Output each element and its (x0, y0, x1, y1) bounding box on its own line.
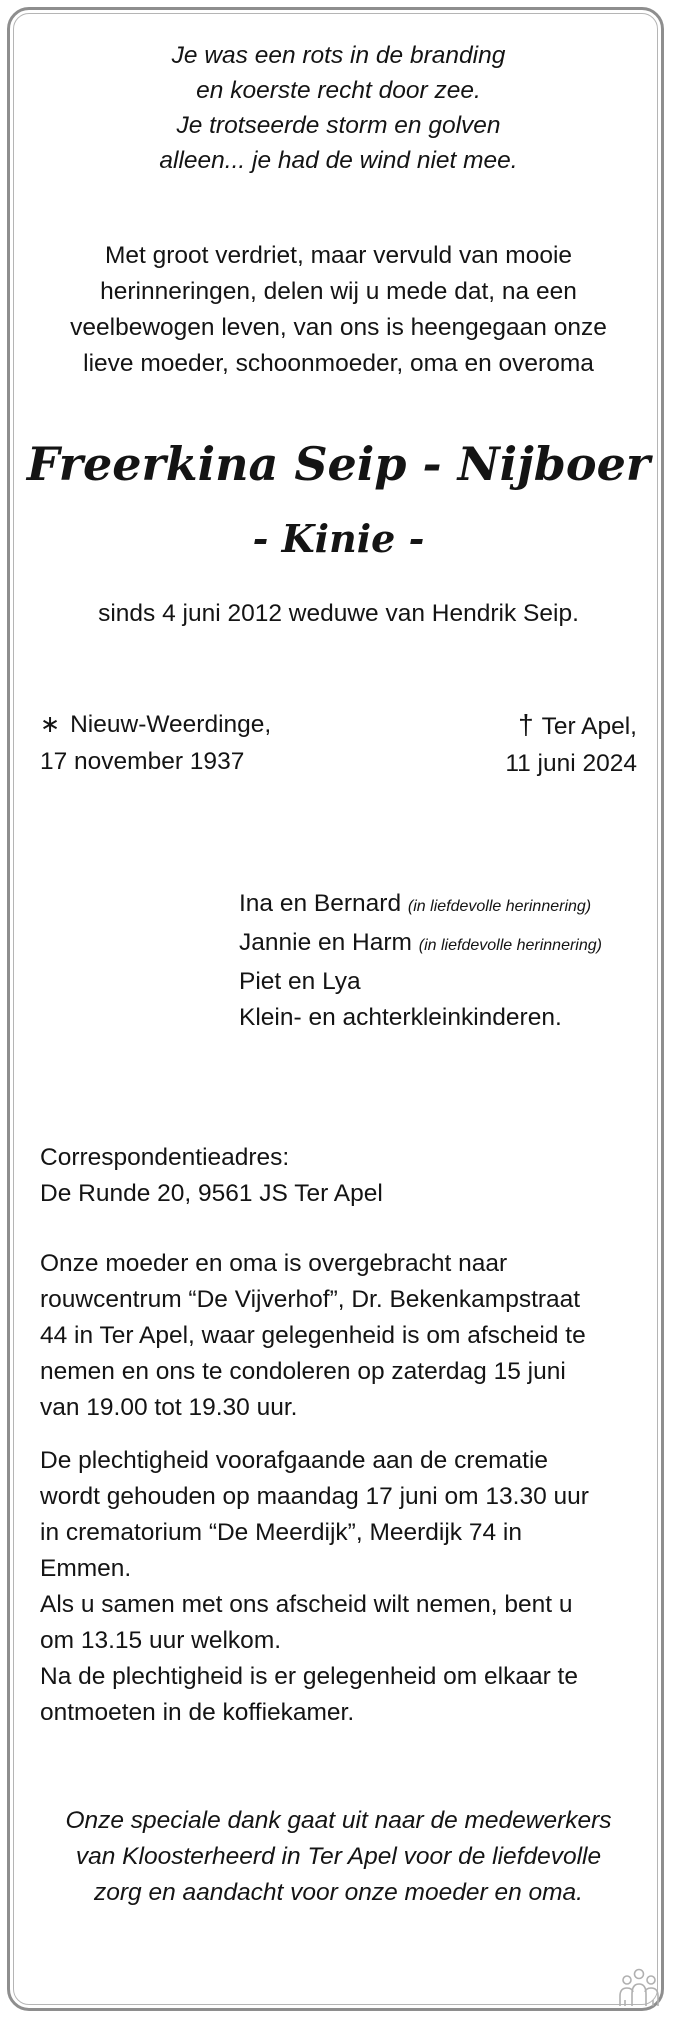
thanks-line: zorg en aandacht voor onze moeder en oma. (94, 1879, 583, 1906)
correspondence-label: Correspondentieadres: (40, 1144, 290, 1171)
ceremony-paragraph (40, 1443, 589, 1731)
death-info (505, 706, 637, 782)
paragraph-line: rouwcentrum “De Vijverhof”, Dr. Bekenkampstraat (40, 1286, 581, 1313)
birth-place: Nieuw-Weerdinge, (70, 711, 272, 738)
paragraph-line: om 13.15 uur welkom. (40, 1627, 282, 1654)
family-member (239, 1000, 602, 1036)
intro-line: Met groot verdriet, maar vervuld van mooie (104, 242, 573, 269)
paragraph-line: wordt gehouden op maandag 17 juni om 13.30 uur (40, 1483, 589, 1510)
paragraph-line: De plechtigheid voorafgaande aan de crematie (40, 1447, 549, 1474)
death-cross-icon: † (518, 709, 534, 740)
death-date: 11 juni 2024 (505, 750, 637, 777)
poem-line: Je trotseerde storm en golven (176, 112, 501, 139)
deceased-name: Freerkina Seip - Nijboer (26, 437, 651, 491)
correspondence-street: De Runde 20, 9561 JS Ter Apel (40, 1180, 383, 1207)
paragraph-line: in crematorium “De Meerdijk”, Meerdijk 74 in (40, 1519, 522, 1546)
birth-date: 17 november 1937 (40, 748, 245, 775)
opening-poem (0, 38, 677, 178)
poem-line: en koerste recht door zee. (196, 77, 481, 104)
intro-line: herinneringen, delen wij u mede dat, na een (100, 278, 577, 305)
family-note: (in liefdevolle herinnering) (418, 937, 602, 954)
birth-star-icon: ∗ (40, 711, 61, 738)
family-name: Piet en Lya (239, 968, 361, 995)
paragraph-line: Onze moeder en oma is overgebracht naar (40, 1250, 508, 1277)
paragraph-line: 44 in Ter Apel, waar gelegenheid is om afscheid te (40, 1322, 586, 1349)
thanks-text (0, 1803, 677, 1911)
paragraph-line: Na de plechtigheid is er gelegenheid om elkaar te (40, 1663, 578, 1690)
paragraph-line: Emmen. (40, 1555, 132, 1582)
family-name: Ina en Bernard (239, 890, 402, 917)
correspondence-address (40, 1140, 383, 1212)
paragraph-line: van 19.00 tot 19.30 uur. (40, 1394, 298, 1421)
family-name: Jannie en Harm (239, 929, 412, 956)
people-logo-icon (617, 1968, 661, 2008)
paragraph-line: ontmoeten in de koffiekamer. (40, 1699, 355, 1726)
poem-line: Je was een rots in de branding (171, 42, 506, 69)
death-place: Ter Apel, (541, 713, 637, 740)
family-list (239, 886, 602, 1036)
family-name: Klein- en achterkleinkinderen. (239, 1004, 562, 1031)
poem-line: alleen... je had de wind niet mee. (159, 147, 518, 174)
announcement-text (0, 238, 677, 382)
birth-info (40, 706, 271, 780)
deceased-nickname: - Kinie - (252, 516, 425, 561)
family-member (239, 925, 602, 964)
thanks-line: Onze speciale dank gaat uit naar de medewerkers (65, 1807, 612, 1834)
family-member (239, 886, 602, 925)
family-note: (in liefdevolle herinnering) (407, 898, 592, 915)
intro-line: veelbewogen leven, van ons is heengegaan onze (70, 314, 607, 341)
thanks-line: van Kloosterheerd in Ter Apel voor de liefdevolle (75, 1843, 602, 1870)
visitation-paragraph (40, 1246, 586, 1426)
paragraph-line: Als u samen met ons afscheid wilt nemen, bent u (40, 1591, 573, 1618)
widow-line: sinds 4 juni 2012 weduwe van Hendrik Seip. (98, 600, 579, 627)
paragraph-line: nemen en ons te condoleren op zaterdag 15 juni (40, 1358, 566, 1385)
intro-line: lieve moeder, schoonmoeder, oma en overoma (83, 350, 594, 377)
family-member (239, 964, 602, 1000)
